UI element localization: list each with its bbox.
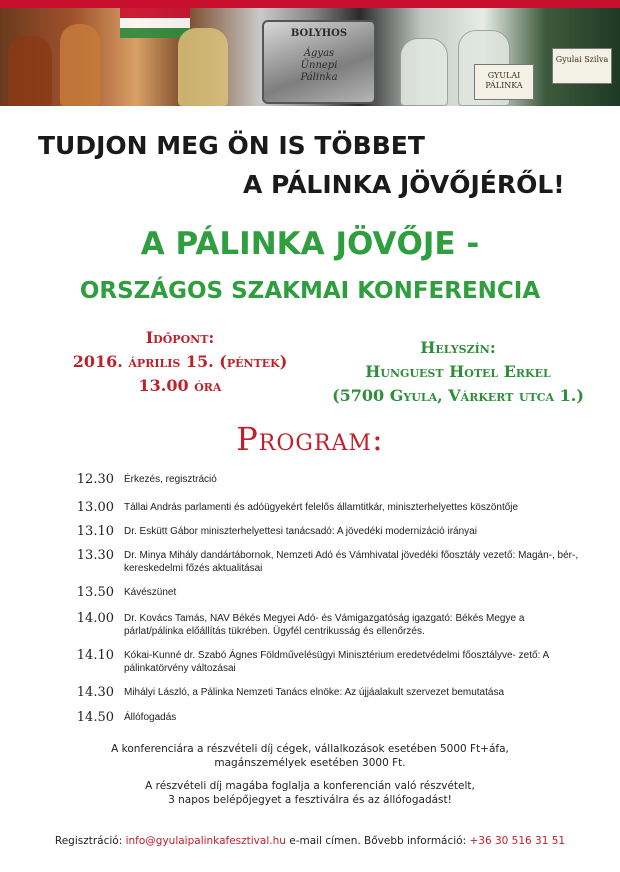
program-desc: Érkezés, regisztráció [124,474,217,485]
program-desc: Tállai András parlamenti és adóügyekért felelős államtitkár, miniszterhelyettes köszöntője [124,502,519,513]
program-item [60,648,580,675]
program-time: 14.30 [76,685,114,700]
bottle-icon [178,28,228,106]
program-desc: Kókai-Kunné dr. Szabó Ágnes Földművelésügyi Minisztérium eredetvédelmi főosztályve- zető: A pálinkatörvény változásai [124,650,549,674]
location-label: Helyszín: [420,338,496,357]
bottle-label: Gyulai Szilva [552,48,612,84]
phone-number[interactable]: +36 30 516 31 51 [469,835,566,847]
program-desc: Dr. Kovács Tamás, NAV Békés Megyei Adó- és Vámigazgatóság igazgató: Békés Megye a párlat/pálinka előállítás tükrében. Ügyfél centrikusság és ellenőrzés. [124,613,525,637]
program-item [60,611,580,638]
program-time: 13.50 [76,585,114,600]
bottle-icon [60,24,100,106]
program-item [60,500,580,515]
bottle-icon [8,36,52,106]
hungarian-flag-icon [120,8,190,38]
program-time: 12.30 [76,472,114,487]
program-time: 13.30 [76,548,114,563]
conference-subtitle: ORSZÁGOS SZAKMAI KONFERENCIA [79,278,541,304]
event-time-block [40,326,320,398]
program-desc: Kávészünet [124,587,177,598]
venue-name: Hunguest Hotel Erkel [365,362,551,381]
event-hour: 13.00 óra [138,376,222,395]
fee-line-3: A részvételi díj magába foglalja a konferencián való részvételt, [145,780,475,792]
fee-line-1: A konferenciára a részvételi díj cégek, vállalkozások esetében 5000 Ft+áfa, [111,743,509,755]
program-item [60,524,580,539]
footer-contact [0,835,620,847]
registration-label: Regisztráció: [54,835,126,847]
program-item [60,710,580,725]
conference-title: A PÁLINKA JÖVŐJE - [140,226,480,262]
engraved-plaque [262,20,376,104]
program-time: 14.10 [76,648,114,663]
program-desc: Dr. Minya Mihály dandártábornok, Nemzeti Adó és Vámhivatal jövedéki főosztály vezető: Magán-, bér-, kereskedelmi főzés aktualitásai [124,550,579,574]
headline-line-1: TUDJON MEG ÖN IS TÖBBET [38,131,425,160]
fee-info [0,742,620,770]
event-date: 2016. április 15. (péntek) [72,352,288,371]
registration-email-link[interactable]: info@gyulaipalinkafesztival.hu [125,835,286,847]
program-time: 14.00 [76,611,114,626]
venue-address: (5700 Gyula, Várkert utca 1.) [332,386,584,405]
headline-line-2: A PÁLINKA JÖVŐJÉRŐL! [243,170,565,199]
program-item [60,472,580,487]
event-location-block [318,336,598,408]
plaque-brand: BOLYHOS [290,28,348,39]
program-item [60,548,580,575]
bottle-icon [400,38,448,106]
program-time: 14.50 [76,710,114,725]
top-red-stripe [0,0,620,8]
fee-includes [0,779,620,807]
program-title: Program: [236,420,384,458]
email-suffix: e-mail címen. Bővebb információ: [285,835,470,847]
header-banner-image [0,8,620,106]
program-item [60,585,580,600]
program-desc: Állófogadás [124,712,177,723]
fee-line-2: magánszemélyek esetében 3000 Ft. [214,757,406,769]
program-time: 13.00 [76,500,114,515]
program-desc: Mihályi László, a Pálinka Nemzeti Tanács elnöke: Az újjáalakult szervezet bemutatása [124,687,505,698]
time-label: Időpont: [145,328,215,347]
program-time: 13.10 [76,524,114,539]
plaque-text: Ágyas Ünnepi Pálinka [300,48,338,83]
program-desc: Dr. Eskütt Gábor miniszterhelyettesi tanácsadó: A jövedéki modernizáció irányai [124,526,477,537]
fee-line-4: 3 napos belépőjegyet a fesztiválra és az állófogadást! [168,794,452,806]
bottle-label: GYULAI PÁLINKA [474,64,534,100]
program-item [60,685,580,700]
